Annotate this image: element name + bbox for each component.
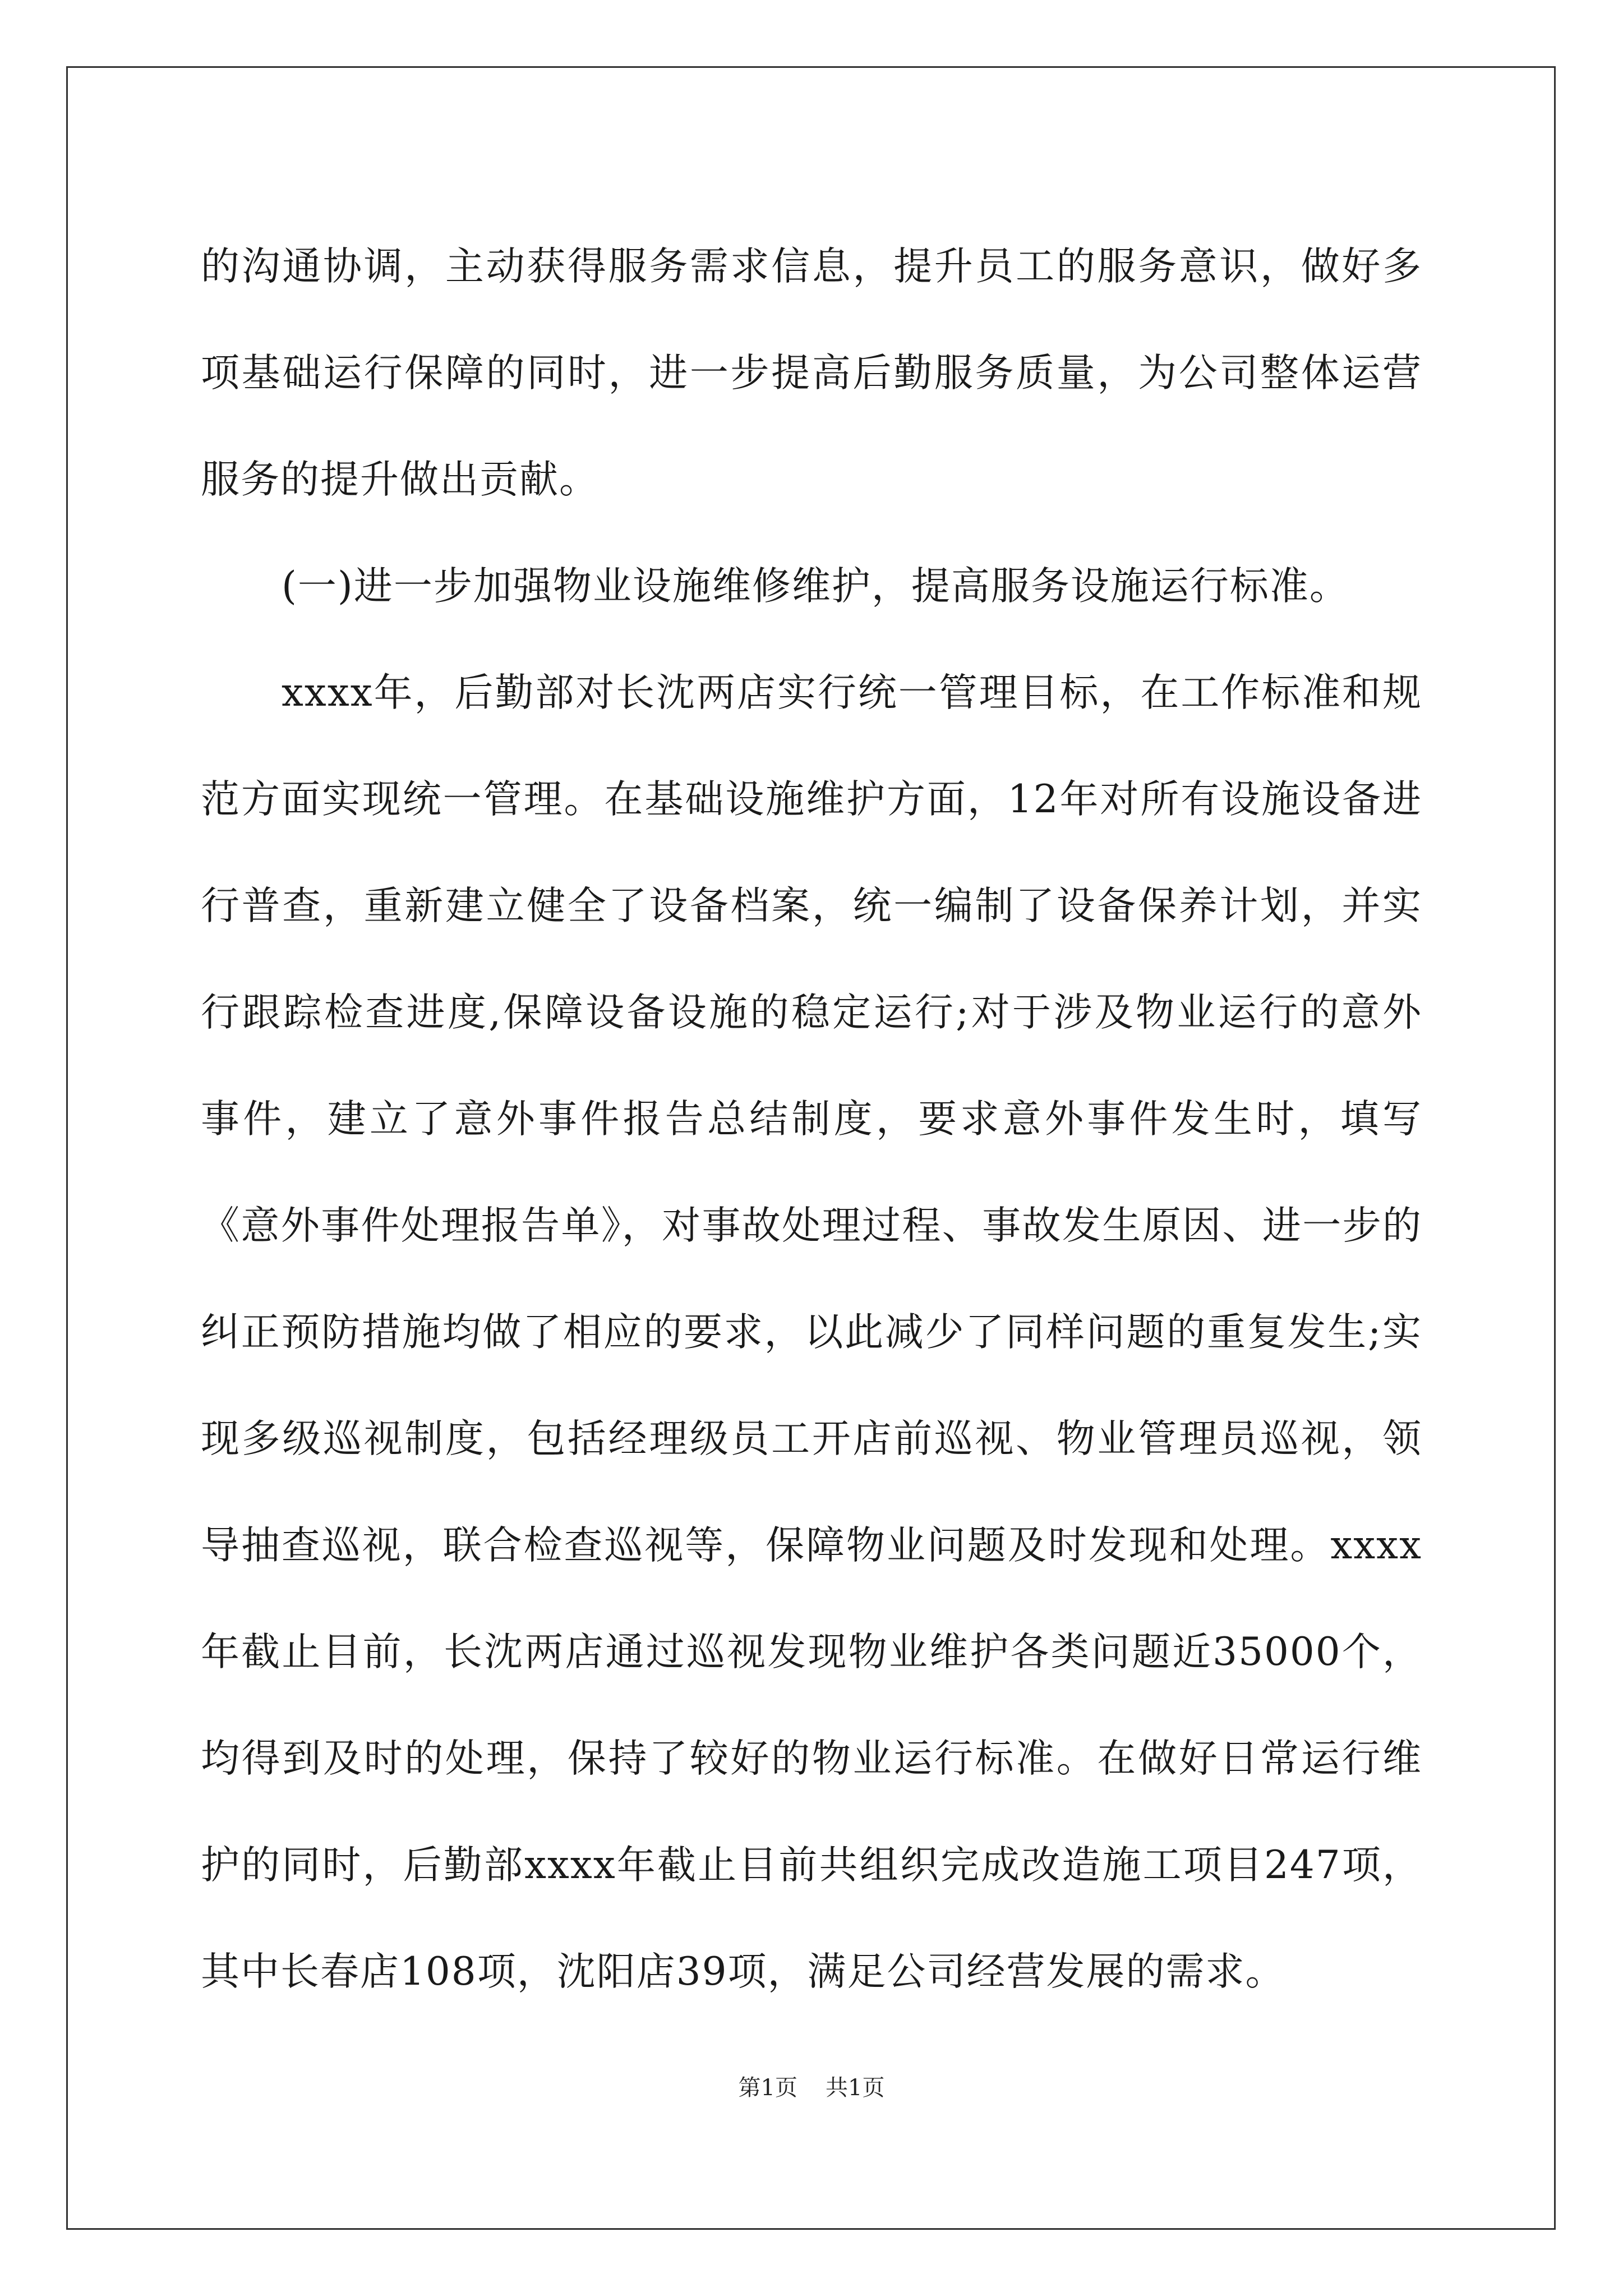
paragraph-3: xxxx年，后勤部对长沈两店实行统一管理目标，在工作标准和规范方面实现统一管理。在基础设施维护方面，12年对所有设施设备进行普查，重新建立健全了设备档案，统一编制了设备保养计划，并实行跟踪检查进度,保障设备设施的稳定运行;对于涉及物业运行的意外事件，建立了意外事件报告总结制度，要求意外事件发生时，填写《意外事件处理报告单》，对事故处理过程、事故发生原因、进一步的纠正预防措施均做了相应的要求，以此减少了同样问题的重复发生;实现多级巡视制度，包括经理级员工开店前巡视、物业管理员巡视，领导抽查巡视，联合检查巡视等，保障物业问题及时发现和处理。xxxx年截止目前，长沈两店通过巡视发现物业维护各类问题近35000个，均得到及时的处理，保持了较好的物业运行标准。在做好日常运行维护的同时，后勤部xxxx年截止目前共组织完成改造施工项目247项，其中长春店108项，沈阳店39项，满足公司经营发展的需求。 bbox=[201, 670, 1422, 1994]
page-total: 共1页 bbox=[826, 2075, 885, 2101]
page-number: 第1页 bbox=[738, 2075, 797, 2101]
document-body bbox=[201, 213, 1422, 2025]
paragraph-2-heading: (一)进一步加强物业设施维修维护，提高服务设施运行标准。 bbox=[282, 564, 1349, 609]
page-footer bbox=[0, 2070, 1623, 2102]
paragraph-1: 的沟通协调，主动获得服务需求信息，提升员工的服务意识，做好多项基础运行保障的同时，进一步提高后勤服务质量，为公司整体运营服务的提升做出贡献。 bbox=[201, 244, 1422, 502]
